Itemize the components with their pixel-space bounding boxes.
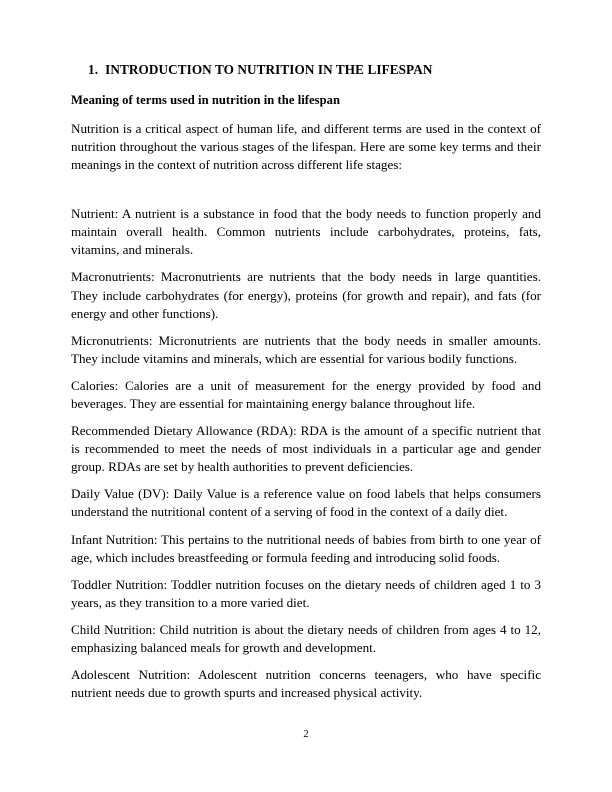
heading-number: 1. [88, 62, 99, 77]
page-title [71, 62, 541, 79]
page-number: 2 [303, 729, 309, 740]
paragraph-micronutrients: Micronutrients: Micronutrients are nutrients that the body needs in smaller amounts. They include vitamins and minerals, which are essential for various bodily functions. [71, 332, 541, 366]
paragraph-child-nutrition: Child Nutrition: Child nutrition is about the dietary needs of children from ages 4 to 12, emphasizing balanced meals for growth and development. [71, 621, 541, 656]
paragraph-nutrient: Nutrient: A nutrient is a substance in food that the body needs to function properly and maintain overall health. Common nutrients include carbohydrates, proteins, fats, vitamins, and minerals. [71, 206, 541, 258]
paragraph-infant-nutrition: Infant Nutrition: This pertains to the nutritional needs of babies from birth to one year of age, which includes breastfeeding or formula feeding and introducing solid foods. [71, 531, 541, 565]
paragraph-macronutrients: Macronutrients: Macronutrients are nutrients that the body needs in large quantities. They include carbohydrates (for energy), proteins (for growth and repair), and fats (for energy and other functions). [71, 269, 541, 321]
intro-paragraph: Nutrition is a critical aspect of human life, and different terms are used in the context of nutrition throughout the various stages of the lifespan. Here are some key terms and their meanings in the context of nutrition across different life stages: [71, 120, 541, 173]
paragraph-daily-value: Daily Value (DV): Daily Value is a reference value on food labels that helps consumers understand the nutritional content of a serving of food in the context of a daily diet. [71, 486, 541, 520]
heading-text: INTRODUCTION TO NUTRITION IN THE LIFESPAN [105, 62, 433, 77]
paragraph-rda: Recommended Dietary Allowance (RDA): RDA is the amount of a specific nutrient that is recommended to meet the needs of most individuals in a particular age and gender group. RDAs are set by health authorities to prevent deficiencies. [71, 423, 541, 475]
paragraph-adolescent-nutrition: Adolescent Nutrition: Adolescent nutrition concerns teenagers, who have specific nutrient needs due to growth spurts and increased physical activity. [71, 667, 541, 701]
section-subheading: Meaning of terms used in nutrition in the lifespan [71, 92, 341, 107]
paragraph-toddler-nutrition: Toddler Nutrition: Toddler nutrition focuses on the dietary needs of children aged 1 to 3 years, as they transition to a more varied diet. [71, 576, 541, 610]
page-content [71, 62, 541, 711]
paragraph-calories: Calories: Calories are a unit of measurement for the energy provided by food and beverages. They are essential for maintaining energy balance throughout life. [71, 377, 541, 411]
